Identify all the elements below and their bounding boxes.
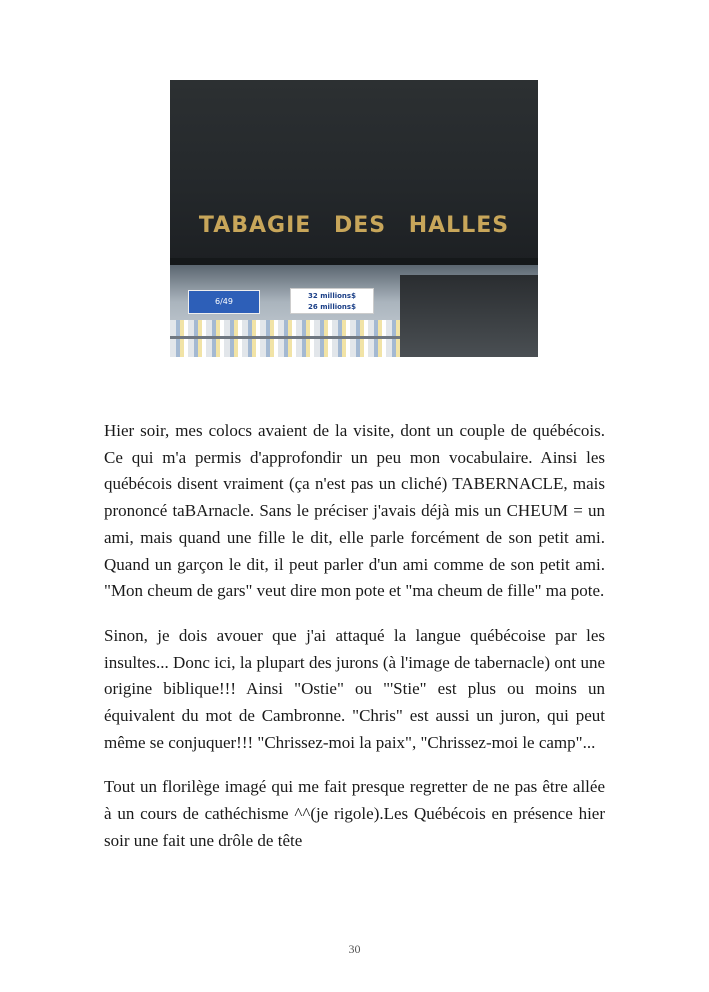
lottery-sign-649: 6/49 — [188, 290, 260, 314]
shelf-edge — [170, 336, 400, 339]
shop-sign-text: TABAGIE DES HALLES — [198, 213, 510, 238]
paragraph-1: Hier soir, mes colocs avaient de la visite, dont un couple de québécois. Ce qui m'a permis d'approfondir un peu mon vocabulaire. Ainsi les québécois disent vraiment (ça n'est pas un cliché) TABERNACLE, mais prononcé taBArnacle. Sans le préciser j'avais déjà mis un CHEUM = un ami, mais quand une fille le dit, elle parle forcément de son petit ami. Quand un garçon le dit, il peut parler d'un ami comme de son petit ami. "Mon cheum de gars" veut dire mon pote et "ma cheum de fille" ma pote. — [104, 421, 605, 601]
paragraph-3: Tout un florilège imagé qui me fait presque regretter de ne pas être allée à un cours de cathéchisme ^^(je rigole).Les Québécois en présence hier soir une fait une drôle de tête — [104, 777, 605, 850]
paragraph-2: Sinon, je dois avouer que j'ai attaqué la langue québécoise par les insultes... Donc ici, la plupart des jurons (à l'image de tabernacle) ont une origine biblique!!! Ainsi "Ostie" ou "'Stie" est plus ou moins un équivalent du mot de Cambronne. "Chris" est aussi un juron, qui peut même se conjuquer!!! "Chrissez-moi la paix", "Chrissez-moi le camp"... — [104, 625, 605, 752]
shop-photo — [170, 80, 538, 357]
shop-counter — [400, 275, 538, 357]
jackpot-line-1: 32 millions$ — [308, 292, 356, 300]
page-number: 30 — [348, 942, 361, 956]
jackpot-line-2: 26 millions$ — [308, 303, 356, 311]
body-text — [104, 418, 605, 873]
lottery-sign-jackpots — [290, 288, 374, 314]
